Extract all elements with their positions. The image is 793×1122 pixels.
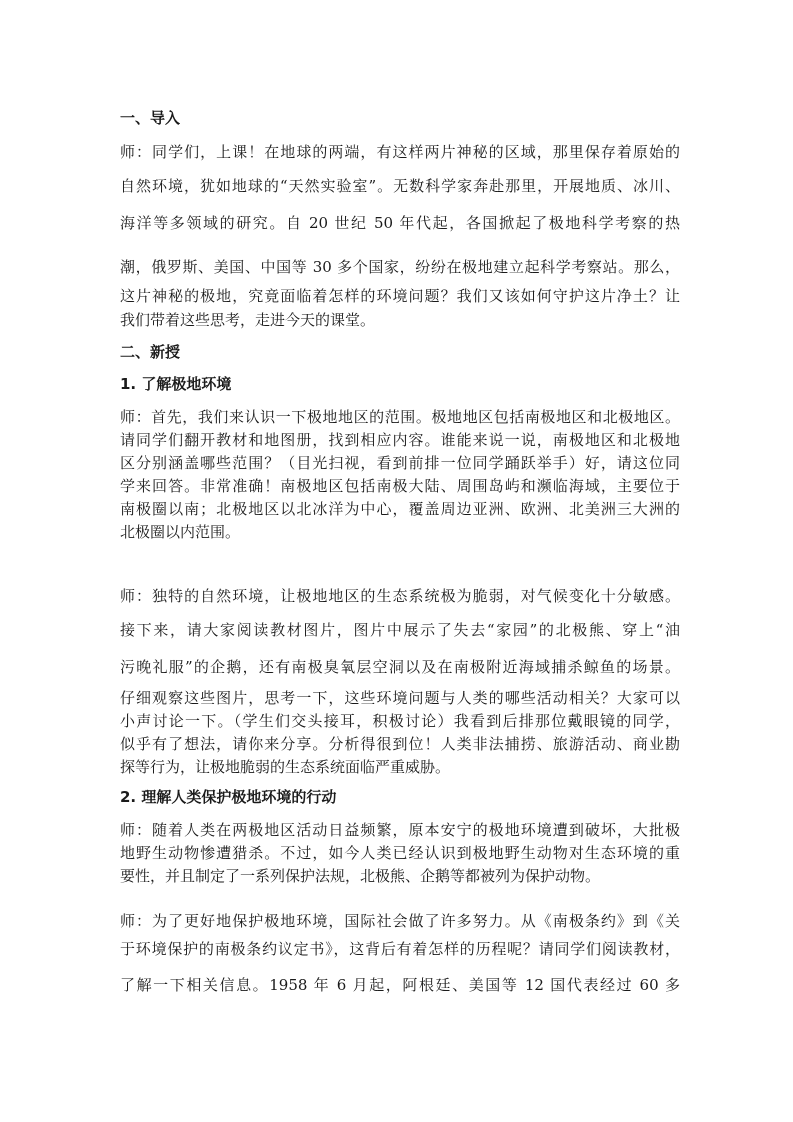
treaty-line: 于环境保护的南极条约议定书》，这背后有着怎样的历程呢？请同学们阅读教材， bbox=[120, 940, 680, 958]
section-heading-intro: 一、导入 bbox=[120, 109, 181, 127]
treaty-line: 师：为了更好地保护极地环境，国际社会做了许多努力。从《南极条约》到《关 bbox=[120, 912, 680, 930]
intro-line: 潮，俄罗斯、美国、中国等 30 多个国家，纷纷在极地建立起科学考察站。那么， bbox=[120, 258, 680, 276]
eco-line: 似乎有了想法，请你来分享。分析得很到位！人类非法捕捞、旅游活动、商业勘 bbox=[120, 735, 680, 753]
eco-line: 仔细观察这些图片，思考一下，这些环境问题与人类的哪些活动相关？大家可以 bbox=[120, 689, 680, 707]
eco-line: 师：独特的自然环境，让极地地区的生态系统极为脆弱，对气候变化十分敏感。 bbox=[120, 587, 680, 605]
eco-line: 接下来，请大家阅读教材图片，图片中展示了失去“家园”的北极熊、穿上“油 bbox=[120, 621, 680, 639]
subheading-protection-actions: 2. 理解人类保护极地环境的行动 bbox=[120, 788, 337, 806]
intro-line: 我们带着这些思考，走进今天的课堂。 bbox=[120, 311, 376, 329]
range-line: 学来回答。非常准确！南极地区包括南极大陆、周围岛屿和濒临海域，主要位于 bbox=[120, 477, 680, 495]
eco-line: 探等行为，让极地脆弱的生态系统面临严重威胁。 bbox=[120, 758, 451, 776]
range-line: 区分别涵盖哪些范围？（目光扫视，看到前排一位同学踊跃举手）好，请这位同 bbox=[120, 454, 680, 472]
protect-line: 地野生动物惨遭猎杀。不过，如今人类已经认识到极地野生动物对生态环境的重 bbox=[120, 844, 680, 862]
range-line: 北极圈以内范围。 bbox=[120, 523, 241, 541]
treaty-line: 了解一下相关信息。1958 年 6 月起，阿根廷、美国等 12 国代表经过 60 多 bbox=[120, 976, 680, 994]
intro-line: 师：同学们，上课！在地球的两端，有这样两片神秘的区域，那里保存着原始的 bbox=[120, 143, 680, 161]
subheading-polar-environment: 1. 了解极地环境 bbox=[120, 375, 232, 393]
range-line: 请同学们翻开教材和地图册，找到相应内容。谁能来说一说，南极地区和北极地 bbox=[120, 431, 680, 449]
section-heading-new-lesson: 二、新授 bbox=[120, 343, 181, 361]
intro-line: 这片神秘的极地，究竟面临着怎样的环境问题？我们又该如何守护这片净土？让 bbox=[120, 287, 680, 305]
intro-line: 海洋等多领域的研究。自 20 世纪 50 年代起，各国掀起了极地科学考察的热 bbox=[120, 214, 680, 232]
intro-line: 自然环境，犹如地球的“天然实验室”。无数科学家奔赴那里，开展地质、冰川、 bbox=[120, 177, 680, 195]
eco-line: 污晚礼服”的企鹅，还有南极臭氧层空洞以及在南极附近海域捕杀鲸鱼的场景。 bbox=[120, 658, 680, 676]
protect-line: 要性，并且制定了一系列保护法规，北极熊、企鹅等都被列为保护动物。 bbox=[120, 867, 601, 885]
range-line: 师：首先，我们来认识一下极地地区的范围。极地地区包括南极地区和北极地区。 bbox=[120, 408, 680, 426]
eco-line: 小声讨论一下。（学生们交头接耳，积极讨论）我看到后排那位戴眼镜的同学， bbox=[120, 712, 680, 730]
protect-line: 师：随着人类在两极地区活动日益频繁，原本安宁的极地环境遭到破坏，大批极 bbox=[120, 821, 680, 839]
range-line: 南极圈以南；北极地区以北冰洋为中心，覆盖周边亚洲、欧洲、北美洲三大洲的 bbox=[120, 500, 680, 518]
